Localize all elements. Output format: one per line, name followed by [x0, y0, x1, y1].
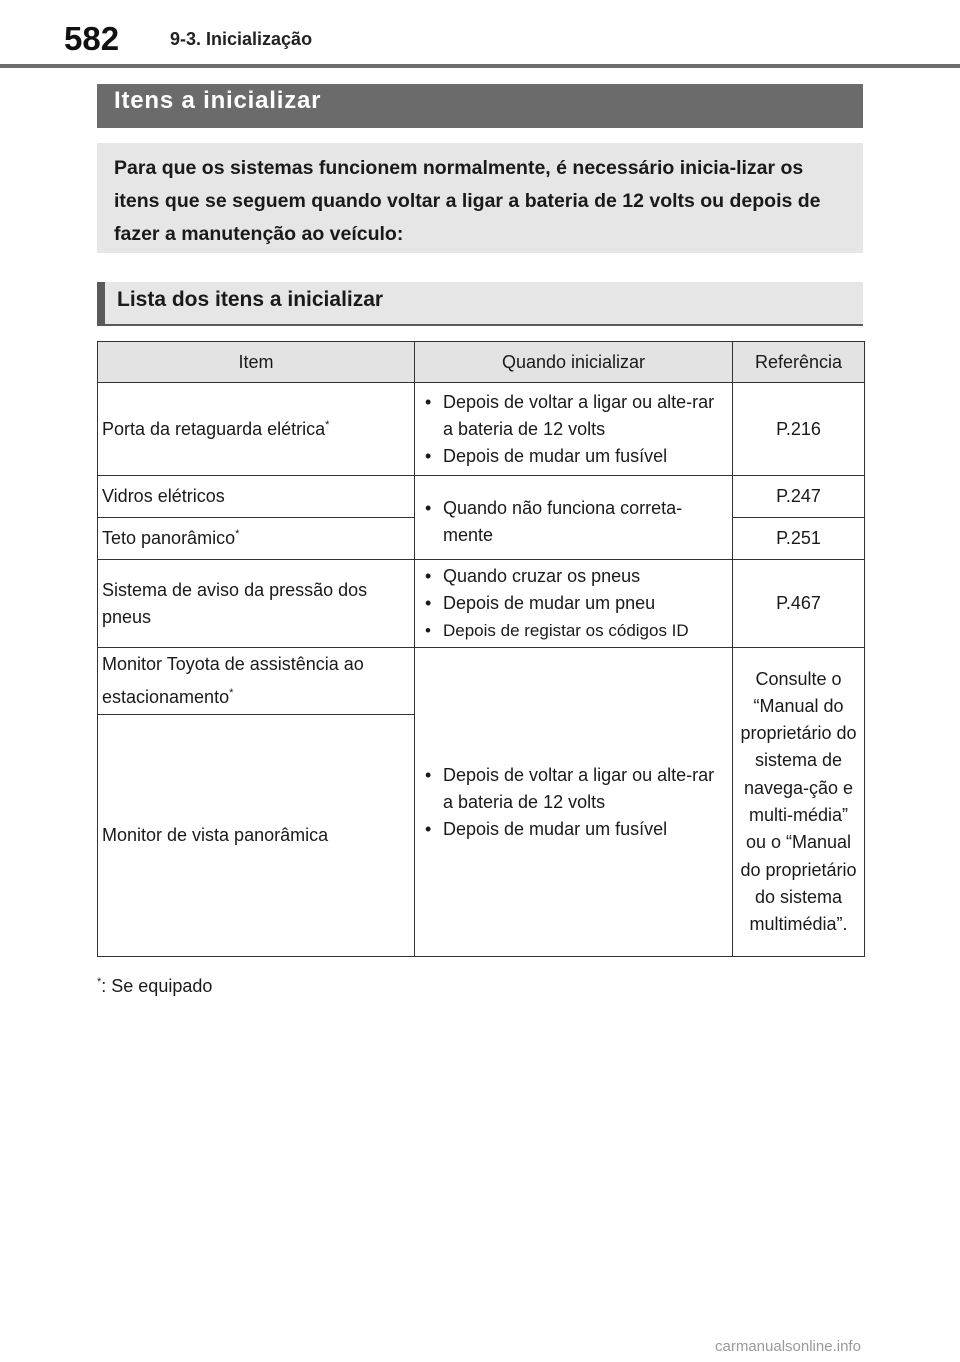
- footnote-mark: *: [229, 687, 234, 699]
- watermark: carmanualsonline.info: [715, 1338, 861, 1355]
- list-item: • Quando cruzar os pneus: [443, 563, 728, 590]
- item-cell: Sistema de aviso da pressão dos pneus: [98, 560, 415, 648]
- list-item: • Depois de mudar um fusível: [443, 443, 728, 470]
- reference-cell: P.467: [733, 560, 865, 648]
- header-rule: [0, 64, 960, 68]
- when-cell: [415, 383, 733, 476]
- item-cell: Monitor de vista panorâmica: [98, 715, 415, 957]
- reference-cell: P.247: [733, 476, 865, 518]
- table-row: [98, 383, 865, 476]
- list-item: • Depois de mudar um pneu: [443, 590, 728, 617]
- when-cell: [415, 648, 733, 957]
- reference-cell: P.251: [733, 518, 865, 560]
- list-item: • Depois de voltar a ligar ou alte-rar a bateria de 12 volts: [443, 762, 728, 816]
- footnote-mark: *: [235, 528, 240, 540]
- footnote-mark: *: [325, 418, 330, 431]
- table-row: [98, 476, 865, 518]
- item-cell: Porta da retaguarda elétrica*: [98, 383, 415, 476]
- table-row: [98, 560, 865, 648]
- footnote-text: : Se equipado: [101, 976, 213, 996]
- column-header: Quando inicializar: [415, 342, 733, 383]
- column-header: Referência: [733, 342, 865, 383]
- list-item: • Depois de mudar um fusível: [443, 816, 728, 843]
- initialization-table: [97, 341, 865, 957]
- table-row: [98, 648, 865, 715]
- footnote-mark: *: [97, 976, 102, 988]
- table-header-row: [98, 342, 865, 383]
- column-header: Item: [98, 342, 415, 383]
- item-cell: Monitor Toyota de assistência ao estacionamento*: [98, 648, 415, 715]
- section-title: Itens a inicializar: [97, 84, 863, 128]
- item-cell: Teto panorâmico*: [98, 518, 415, 560]
- list-item: • Quando não funciona correta-mente: [443, 495, 728, 549]
- footnote: [97, 976, 212, 997]
- intro-box: Para que os sistemas funcionem normalmente, é necessário inicia-lizar os itens que se seguem quando voltar a ligar a bateria de 12 volts ou depois de fazer a manutenção ao veículo:: [97, 143, 863, 253]
- page-header: [0, 0, 960, 70]
- when-cell: [415, 476, 733, 560]
- list-item: • Depois de voltar a ligar ou alte-rar a bateria de 12 volts: [443, 389, 728, 443]
- page-number: 582: [64, 20, 120, 57]
- chapter-title: 9-3. Inicialização: [170, 29, 313, 49]
- item-cell: Vidros elétricos: [98, 476, 415, 518]
- reference-cell: P.216: [733, 383, 865, 476]
- subsection-title: Lista dos itens a inicializar: [97, 282, 863, 326]
- reference-cell: Consulte o “Manual do proprietário do sistema de navega-ção e multi-média” ou o “Manual do proprietário do sistema multimédia”.: [733, 648, 865, 957]
- when-cell: [415, 560, 733, 648]
- list-item: • Depois de registar os códigos ID: [443, 617, 728, 644]
